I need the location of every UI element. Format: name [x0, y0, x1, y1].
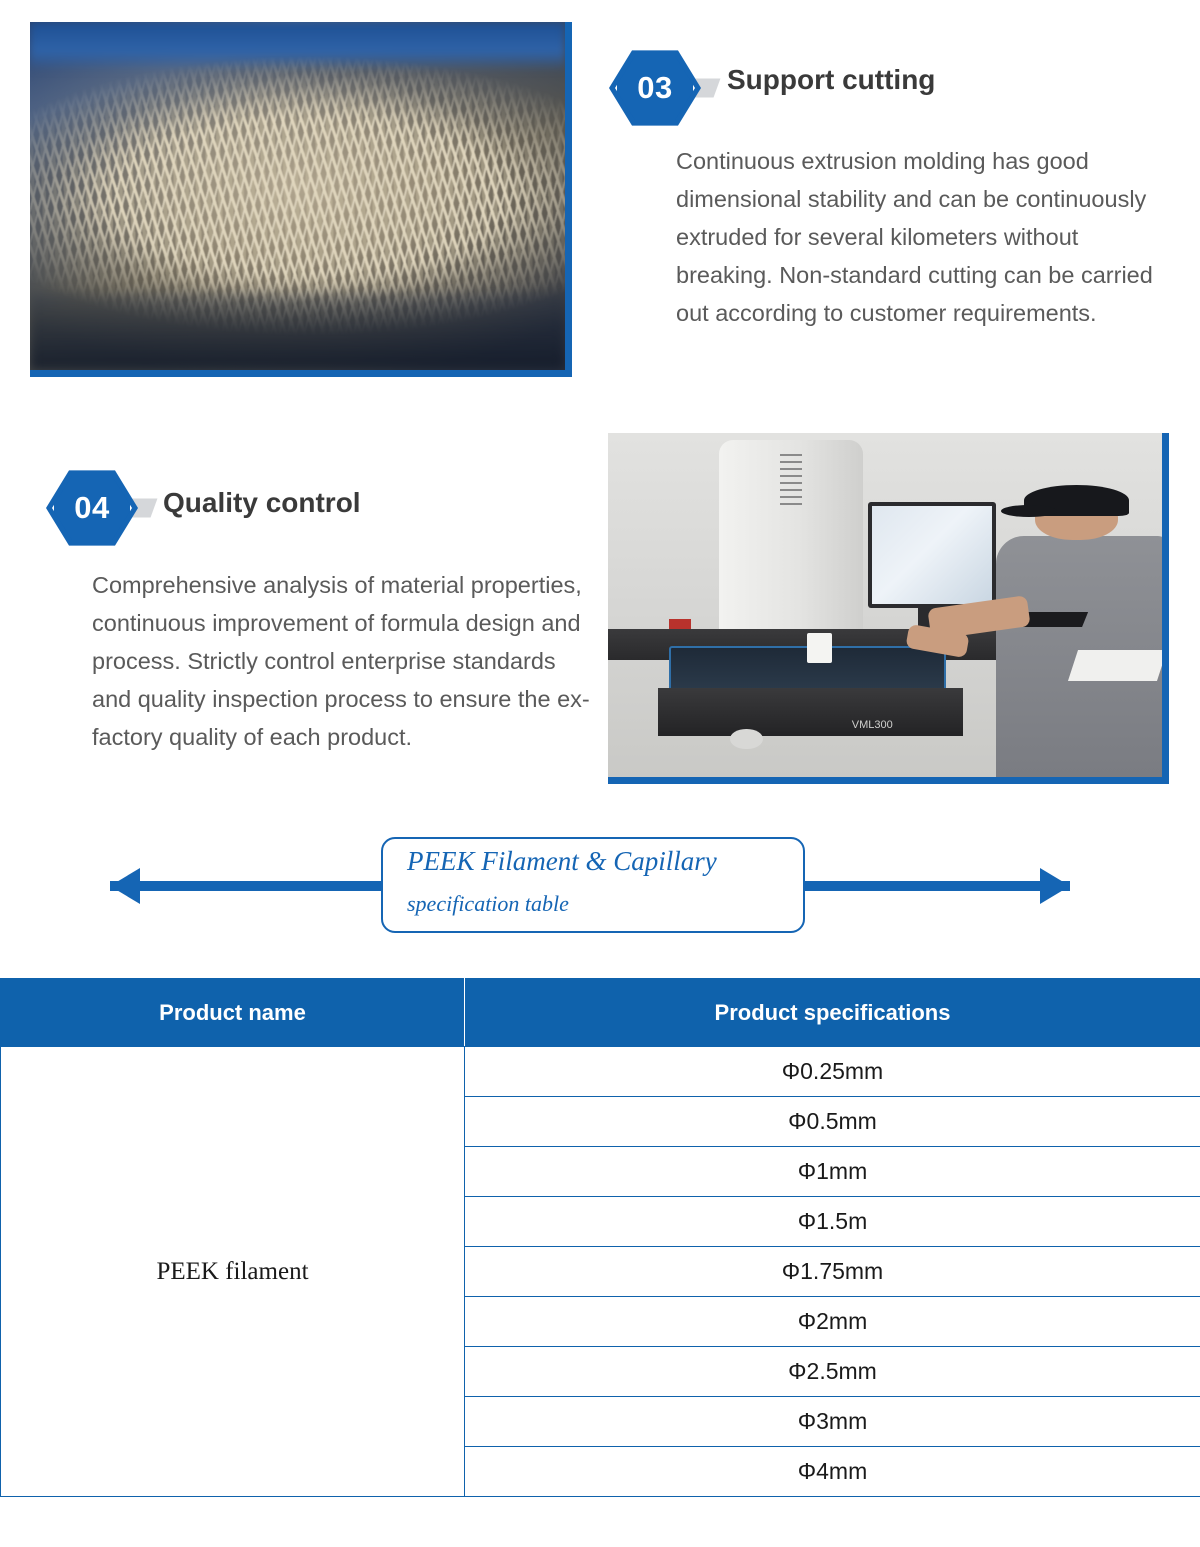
cell-spec: Φ2.5mm [465, 1347, 1200, 1397]
banner-text-2: specification table [407, 891, 569, 916]
banner-text-1: PEEK Filament & Capillary [407, 846, 717, 876]
section-divider [0, 837, 1200, 935]
peek-rods-photo [30, 22, 572, 377]
photo-shadow [30, 293, 565, 370]
cell-product-name: PEEK filament [1, 1047, 465, 1497]
quality-control-photo [608, 433, 1169, 784]
cell-spec: Φ2mm [465, 1297, 1200, 1347]
specification-table [0, 978, 1200, 1497]
machine-scale-icon [780, 454, 802, 509]
section-text-04: Comprehensive analysis of material properties, continuous improvement of formula design and process. Strictly control enterprise standards and quality inspection process to ensure the ex-factory quality of each product. [92, 572, 590, 750]
machine-model-label: VML300 [851, 718, 893, 731]
cell-spec: Φ3mm [465, 1397, 1200, 1447]
header-product-name: Product name [1, 979, 465, 1047]
cell-spec: Φ0.25mm [465, 1047, 1200, 1097]
banner-line-1 [407, 842, 785, 885]
table-row [1, 1047, 1200, 1097]
section-title-04: Quality control [163, 487, 361, 518]
machine-base [658, 688, 963, 736]
section-number-04: 04 [74, 490, 110, 525]
cell-spec: Φ1.75mm [465, 1247, 1200, 1297]
table-header-row [1, 979, 1200, 1047]
lab-monitor [868, 502, 995, 609]
cell-spec: Φ4mm [465, 1447, 1200, 1497]
cell-spec: Φ0.5mm [465, 1097, 1200, 1147]
section-text-03: Continuous extrusion molding has good dimensional stability and can be continuously extruded for several kilometers without breaking. Non-standard cutting can be carried out according to customer requirements. [676, 148, 1153, 326]
section-title-03: Support cutting [727, 64, 936, 95]
lab-paper [1068, 650, 1167, 681]
spec-table-banner [381, 837, 805, 933]
red-indicator [669, 619, 691, 629]
section-badge-03 [609, 48, 701, 128]
arrow-left-icon [110, 868, 140, 904]
cell-spec: Φ1mm [465, 1147, 1200, 1197]
cell-spec: Φ1.5m [465, 1197, 1200, 1247]
table-body [1, 1047, 1200, 1497]
arrow-right-icon [1040, 868, 1070, 904]
section-badge-04 [46, 468, 138, 548]
header-product-specifications: Product specifications [465, 979, 1200, 1047]
sample-cup [807, 633, 832, 664]
monitor-screen [872, 506, 991, 605]
section-number-03: 03 [637, 70, 673, 105]
table-head [1, 979, 1200, 1047]
banner-line-2 [407, 885, 785, 926]
